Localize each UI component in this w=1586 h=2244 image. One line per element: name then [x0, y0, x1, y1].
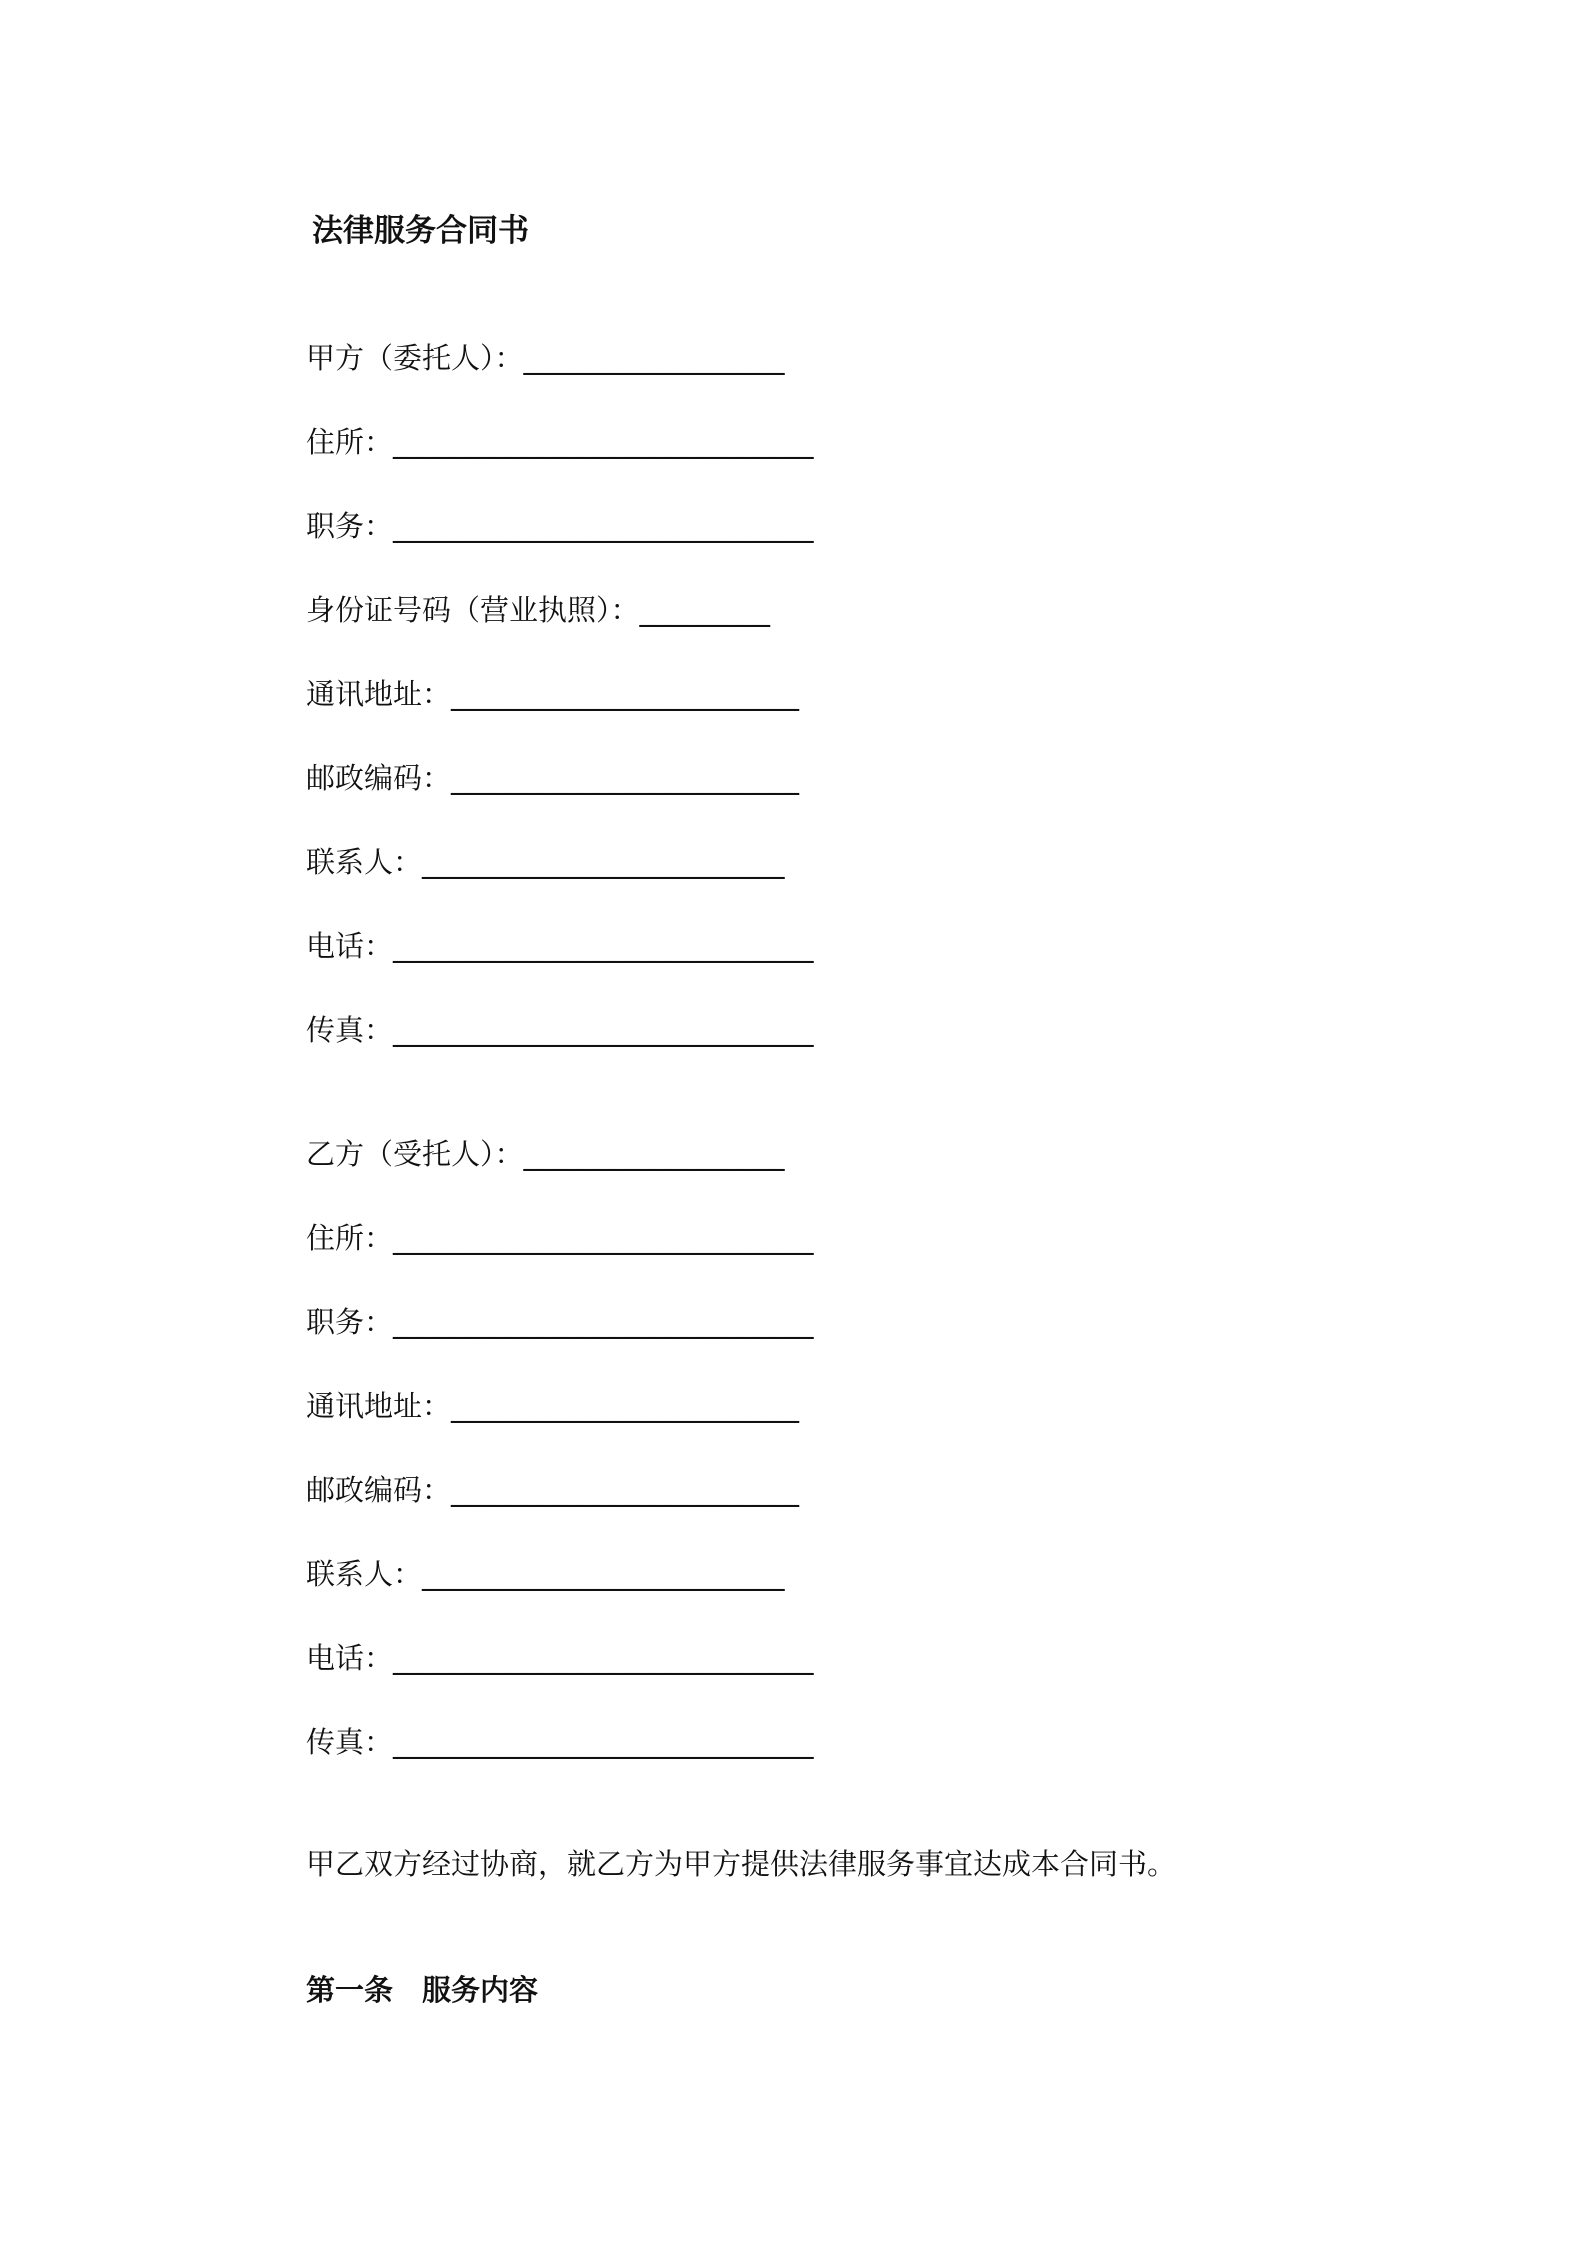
party-b-field-fax [306, 1722, 814, 1762]
party-a-field-postal-code [306, 758, 799, 798]
document-title: 法律服务合同书 [312, 213, 529, 249]
section-1-title: 第一条 服务内容 [306, 1973, 539, 2007]
field-blank: _____________________________ [393, 1641, 814, 1675]
field-label: 通讯地址： [306, 1389, 452, 1423]
party-a-field-address [306, 422, 814, 462]
field-label: 联系人： [306, 1557, 423, 1591]
field-blank: ________________________ [451, 677, 800, 711]
field-blank: _____________________________ [393, 1221, 814, 1255]
field-label: 职务： [306, 1305, 394, 1339]
party-b-field-phone [306, 1638, 814, 1678]
party-a-field-fax [306, 1010, 814, 1050]
party-a-field-position [306, 506, 814, 546]
field-label: 职务： [306, 509, 394, 543]
field-blank: ________________________ [451, 1389, 800, 1423]
field-blank: ________________________ [451, 761, 800, 795]
field-label: 电话： [306, 929, 394, 963]
field-blank: _________________________ [422, 1557, 785, 1591]
field-label: 联系人： [306, 845, 423, 879]
party-a-field-phone [306, 926, 814, 966]
party-a-field-mailing-address [306, 674, 799, 714]
field-blank: _________________________ [422, 845, 785, 879]
party-b-name-blank: __________________ [523, 1137, 785, 1171]
party-a-heading: 甲方（委托人）： [306, 341, 524, 375]
field-blank: _________ [639, 593, 771, 627]
party-b-field-address [306, 1218, 814, 1258]
agreement-paragraph: 甲乙双方经过协商，就乙方为甲方提供法律服务事宜达成本合同书。 [306, 1847, 1177, 1881]
field-blank: ________________________ [451, 1473, 800, 1507]
party-b-heading: 乙方（受托人）： [306, 1137, 524, 1171]
field-blank: _____________________________ [393, 509, 814, 543]
party-b-field-postal-code [306, 1470, 799, 1510]
field-blank: _____________________________ [393, 425, 814, 459]
field-blank: _____________________________ [393, 1013, 814, 1047]
field-label: 邮政编码： [306, 1473, 452, 1507]
field-label: 邮政编码： [306, 761, 452, 795]
party-b-field-mailing-address [306, 1386, 799, 1426]
party-a-field-id-number [306, 590, 770, 630]
party-b-field-position [306, 1302, 814, 1342]
party-b-heading-line [306, 1134, 785, 1174]
party-a-name-blank: __________________ [523, 341, 785, 375]
field-label: 通讯地址： [306, 677, 452, 711]
field-label: 住所： [306, 1221, 394, 1255]
field-blank: _____________________________ [393, 1305, 814, 1339]
field-blank: _____________________________ [393, 1725, 814, 1759]
party-a-field-contact [306, 842, 785, 882]
party-b-field-contact [306, 1554, 785, 1594]
field-label: 住所： [306, 425, 394, 459]
party-a-heading-line [306, 338, 785, 378]
field-label: 传真： [306, 1725, 394, 1759]
field-label: 传真： [306, 1013, 394, 1047]
field-label: 电话： [306, 1641, 394, 1675]
field-blank: _____________________________ [393, 929, 814, 963]
field-label: 身份证号码（营业执照）： [306, 593, 640, 627]
